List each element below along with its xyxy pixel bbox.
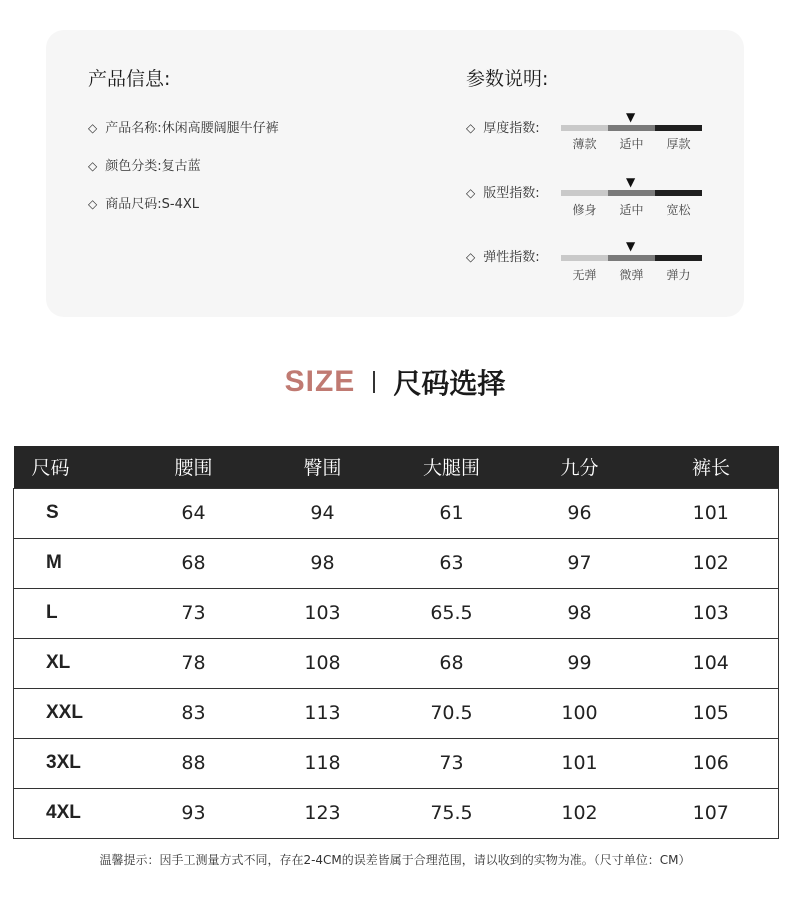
cell: 101 bbox=[644, 488, 779, 538]
table-row bbox=[14, 538, 779, 588]
product-info-card bbox=[46, 30, 744, 317]
cell-size: 3XL bbox=[14, 738, 130, 788]
cell: 65.5 bbox=[388, 588, 516, 638]
scale-label: 弹力 bbox=[666, 268, 691, 282]
cell-size: XXL bbox=[14, 688, 130, 738]
scale-label: 修身 bbox=[572, 203, 597, 217]
cell-size: M bbox=[14, 538, 130, 588]
cell: 99 bbox=[516, 638, 644, 688]
cell: 68 bbox=[388, 638, 516, 688]
info-label: 商品尺码: bbox=[105, 197, 162, 212]
info-item-name bbox=[88, 117, 279, 136]
cell: 113 bbox=[258, 688, 388, 738]
cell: 73 bbox=[130, 588, 258, 638]
cell: 97 bbox=[516, 538, 644, 588]
info-value: S-4XL bbox=[161, 197, 199, 212]
diamond-outline-icon: ◇ bbox=[88, 197, 98, 211]
heading-divider bbox=[373, 371, 375, 393]
param-fit-label bbox=[466, 182, 540, 201]
cell: 123 bbox=[258, 788, 388, 838]
cell-size: 4XL bbox=[14, 788, 130, 838]
info-label: 颜色分类: bbox=[105, 159, 162, 174]
table-row bbox=[14, 738, 779, 788]
param-thickness-label bbox=[466, 117, 540, 136]
scale-label: 厚款 bbox=[666, 137, 691, 151]
info-label: 产品名称: bbox=[105, 121, 162, 136]
scale-label: 适中 bbox=[619, 137, 644, 151]
product-info-title: 产品信息: bbox=[88, 68, 171, 90]
cell: 93 bbox=[130, 788, 258, 838]
cell: 68 bbox=[130, 538, 258, 588]
size-heading-cn: 尺码选择 bbox=[393, 367, 506, 400]
cell: 70.5 bbox=[388, 688, 516, 738]
cell: 101 bbox=[516, 738, 644, 788]
cell: 98 bbox=[258, 538, 388, 588]
cell: 96 bbox=[516, 488, 644, 538]
cell: 78 bbox=[130, 638, 258, 688]
cell: 102 bbox=[644, 538, 779, 588]
info-value: 休闲高腰阔腿牛仔裤 bbox=[161, 121, 279, 136]
diamond-outline-icon: ◇ bbox=[466, 186, 476, 200]
param-label: 厚度指数: bbox=[483, 121, 540, 136]
header-ninth: 九分 bbox=[516, 446, 644, 488]
cell: 73 bbox=[388, 738, 516, 788]
cell: 83 bbox=[130, 688, 258, 738]
diamond-outline-icon: ◇ bbox=[466, 250, 476, 264]
triangle-down-icon: ▼ bbox=[626, 239, 636, 253]
table-row bbox=[14, 638, 779, 688]
size-table bbox=[13, 446, 779, 839]
table-row bbox=[14, 488, 779, 538]
header-hip: 臀围 bbox=[258, 446, 388, 488]
info-item-size bbox=[88, 193, 199, 212]
cell: 108 bbox=[258, 638, 388, 688]
cell: 106 bbox=[644, 738, 779, 788]
cell: 94 bbox=[258, 488, 388, 538]
triangle-down-icon: ▼ bbox=[626, 175, 636, 189]
diamond-outline-icon: ◇ bbox=[88, 159, 98, 173]
scale-label: 适中 bbox=[619, 203, 644, 217]
header-size: 尺码 bbox=[14, 446, 130, 488]
table-row bbox=[14, 588, 779, 638]
cell: 103 bbox=[258, 588, 388, 638]
table-row bbox=[14, 788, 779, 838]
cell-size: XL bbox=[14, 638, 130, 688]
param-elastic-label bbox=[466, 246, 540, 265]
size-heading bbox=[0, 362, 790, 402]
cell-size: L bbox=[14, 588, 130, 638]
table-header-row bbox=[14, 446, 779, 488]
cell-size: S bbox=[14, 488, 130, 538]
cell: 98 bbox=[516, 588, 644, 638]
info-item-color bbox=[88, 155, 201, 174]
table-row bbox=[14, 688, 779, 738]
cell: 118 bbox=[258, 738, 388, 788]
param-fit-bar bbox=[561, 190, 702, 196]
footnote: 温馨提示：因手工测量方式不同，存在2-4CM的误差皆属于合理范围，请以收到的实物为准。（尺寸单位：CM） bbox=[99, 853, 691, 867]
param-label: 版型指数: bbox=[483, 186, 540, 201]
cell: 104 bbox=[644, 638, 779, 688]
cell: 105 bbox=[644, 688, 779, 738]
diamond-outline-icon: ◇ bbox=[466, 121, 476, 135]
cell: 100 bbox=[516, 688, 644, 738]
params-title: 参数说明: bbox=[466, 68, 549, 90]
info-value: 复古蓝 bbox=[161, 159, 201, 174]
header-length: 裤长 bbox=[644, 446, 779, 488]
cell: 64 bbox=[130, 488, 258, 538]
diamond-outline-icon: ◇ bbox=[88, 121, 98, 135]
size-heading-en: SIZE bbox=[284, 365, 356, 398]
header-waist: 腰围 bbox=[130, 446, 258, 488]
triangle-down-icon: ▼ bbox=[626, 110, 636, 124]
cell: 61 bbox=[388, 488, 516, 538]
param-thickness-scale bbox=[561, 135, 702, 152]
param-thickness-bar bbox=[561, 125, 702, 131]
param-label: 弹性指数: bbox=[483, 250, 540, 265]
cell: 107 bbox=[644, 788, 779, 838]
param-fit-scale bbox=[561, 201, 702, 218]
scale-label: 薄款 bbox=[572, 137, 597, 151]
scale-label: 宽松 bbox=[666, 203, 691, 217]
cell: 102 bbox=[516, 788, 644, 838]
cell: 63 bbox=[388, 538, 516, 588]
cell: 103 bbox=[644, 588, 779, 638]
header-thigh: 大腿围 bbox=[388, 446, 516, 488]
scale-label: 微弹 bbox=[619, 268, 644, 282]
scale-label: 无弹 bbox=[572, 268, 597, 282]
param-elastic-bar bbox=[561, 255, 702, 261]
cell: 75.5 bbox=[388, 788, 516, 838]
cell: 88 bbox=[130, 738, 258, 788]
param-elastic-scale bbox=[561, 266, 702, 283]
